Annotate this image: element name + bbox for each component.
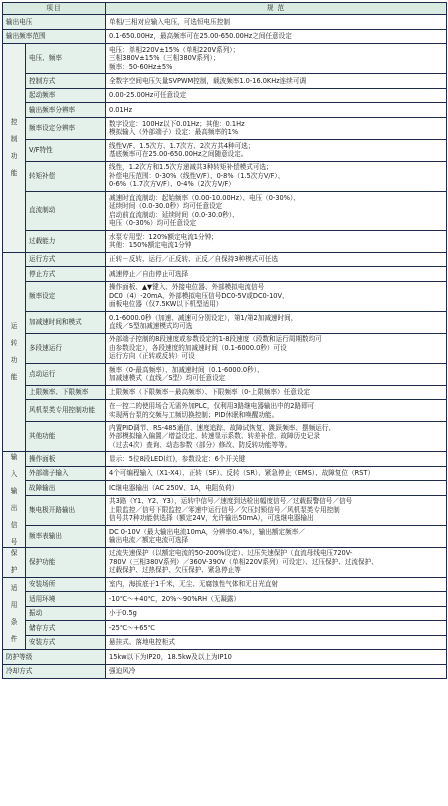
- table-row: [3, 117, 447, 139]
- row-item-label: 适用环境: [26, 592, 106, 607]
- row-item-label: 直流制动: [26, 191, 106, 230]
- group-label-char: 转: [10, 339, 18, 347]
- row-spec-value: [106, 481, 447, 496]
- table-row: [3, 281, 447, 311]
- group-label-gap: [6, 512, 22, 521]
- spec-line: 运行方向（正转或反转）可设: [109, 352, 195, 361]
- spec-line: 外部模拟输入偏置／增益设定、转速显示系数、转差补偿、故障历史记录: [109, 432, 320, 441]
- table-header-row: [3, 3, 447, 15]
- spec-line: 小于0.5g: [109, 609, 137, 617]
- group-label: [3, 452, 26, 548]
- group-label-gap: [6, 626, 22, 635]
- group-label-char: 运: [10, 322, 18, 330]
- spec-line: 线性，1.2次方和1.5次方递减共3种转矩补偿模式可选；: [109, 163, 273, 172]
- row-spec-value: [106, 650, 447, 665]
- row-item-label: 点动运行: [26, 363, 106, 385]
- spec-line: 加减速模式（直线／S型）均可任意设定: [109, 374, 226, 382]
- spec-line: 过流失速保护（以额定电流的50-200%设定）、过压失速保护（直流母线电压720V-: [109, 549, 353, 558]
- spec-line: 电压：单相220V±15%（单相220V系列）；: [109, 45, 240, 54]
- row-item-label: 故障输出: [26, 481, 106, 496]
- spec-line: 0.1-650.00Hz，最高频率可在25.00-650.00Hz之间任意设定: [109, 32, 292, 40]
- spec-line: 基底频率可在25.00-650.00Hz之间随意设定。: [109, 150, 248, 158]
- row-item-label: 储存方式: [26, 621, 106, 636]
- row-spec-value: [106, 333, 447, 363]
- spec-line: 共3路（Y1、Y2、Y3），运转中信号／速度到达检出幅度信号／过载报警信号／信号: [109, 497, 353, 506]
- row-item-label: 上限频率、下限频率: [26, 385, 106, 400]
- spec-line: 强迫风冷: [109, 667, 136, 675]
- row-spec-value: [106, 547, 447, 577]
- group-label: [3, 252, 26, 452]
- group-label-char: 护: [10, 566, 18, 575]
- table-row: [3, 267, 447, 282]
- row-spec-value: [106, 15, 447, 30]
- group-label-char: 输: [10, 452, 18, 461]
- row-item-label: 输出频率范围: [3, 29, 106, 44]
- row-item-label: 转矩补偿: [26, 161, 106, 191]
- row-spec-value: [106, 635, 447, 650]
- table-row: [3, 452, 447, 467]
- spec-line: 频率（0-最高频率）、加减速时间（0.1-6000.0秒）、: [109, 365, 264, 374]
- row-spec-value: [106, 495, 447, 525]
- row-item-label: 频率表输出: [26, 525, 106, 547]
- row-spec-value: [106, 311, 447, 333]
- spec-line: 操作面板、▲▼键入、外接电位器、外部模拟电流信号: [109, 283, 265, 292]
- table-row: [3, 44, 447, 74]
- table-row: [3, 311, 447, 333]
- table-row: [3, 103, 447, 118]
- row-item-label: 起动频率: [26, 88, 106, 103]
- spec-line: 延续时间（0.0-30.0秒）均可任意设定: [109, 202, 223, 210]
- group-label-gap: [6, 348, 22, 357]
- spec-line: 信号共7种功能供选择（额定24V，允许输出50mA），可选继电器输出: [109, 514, 314, 523]
- table-row: [3, 29, 447, 44]
- group-label-gap: [6, 495, 22, 504]
- spec-line: 悬挂式、落地电控柜式: [109, 638, 175, 646]
- group-label-char: 条: [10, 617, 18, 626]
- table-row: [3, 621, 447, 636]
- spec-line: 直线／S型加减速模式均可选: [109, 322, 193, 330]
- row-spec-value: [106, 525, 447, 547]
- row-item-label: 运行方式: [26, 252, 106, 267]
- table-row: [3, 466, 447, 481]
- row-spec-value: [106, 592, 447, 607]
- spec-line: 减速停止／自由停止可选择: [109, 269, 189, 278]
- spec-line: 实现两台泵的交频与工频切换控制；PID休眠和唤醒功能。: [109, 410, 279, 419]
- group-label-char: 用: [10, 600, 18, 609]
- row-item-label: 输出电压: [3, 15, 106, 30]
- group-label-gap: [6, 365, 22, 374]
- group-label-char: 控: [10, 118, 18, 126]
- row-spec-value: [106, 577, 447, 592]
- group-label-char: 件: [10, 634, 18, 643]
- row-item-label: 风机泵类专用控制功能: [26, 400, 106, 422]
- table-row: [3, 161, 447, 191]
- group-label-gap: [6, 461, 22, 470]
- table-row: [3, 592, 447, 607]
- row-spec-value: [106, 621, 447, 636]
- row-item-label: 停止方式: [26, 267, 106, 282]
- table-row: [3, 88, 447, 103]
- group-label-gap: [6, 592, 22, 601]
- table-row: [3, 664, 447, 679]
- table-row: [3, 230, 447, 252]
- table-row: [3, 74, 447, 89]
- spec-line: 补偿电压范围：0-30%（线性V/F）、0-8%（1.5次方V/F）、: [109, 171, 285, 180]
- spec-line: IC继电器输出（AC 250V、1A，电阻负荷）: [109, 483, 239, 492]
- row-item-label: 振动: [26, 606, 106, 621]
- row-item-label: 过载能力: [26, 230, 106, 252]
- row-spec-value: [106, 400, 447, 422]
- spec-line: 启动前直流制动：延续时间（0.0-30.0秒）、: [109, 210, 239, 219]
- table-row: [3, 422, 447, 452]
- spec-line: 电压（0-30%）均可任意设定: [109, 219, 197, 227]
- group-label: [3, 547, 26, 577]
- group-label-char: 能: [10, 373, 18, 381]
- group-label-char: 入: [10, 469, 18, 478]
- spec-line: 0.00-25.00Hz可任意设定: [109, 91, 187, 99]
- row-spec-value: [106, 103, 447, 118]
- row-item-label: 其他功能: [26, 422, 106, 452]
- spec-line: 上限频率（下限频率－最高频率）、下限频率（0-上限频率）任意设定: [109, 388, 311, 396]
- table-row: [3, 650, 447, 665]
- spec-line: （过去4次）查询、动态参数（部分）修改、防反转功能等等。: [109, 440, 292, 449]
- table-row: [3, 606, 447, 621]
- spec-line: 频率：50-60Hz±5%: [109, 62, 173, 71]
- row-item-label: 外部端子输入: [26, 466, 106, 481]
- row-spec-value: [106, 422, 447, 452]
- group-label-gap: [6, 529, 22, 538]
- row-spec-value: [106, 161, 447, 191]
- spec-line: 模拟输入（外部端子）设定：最高频率的1%: [109, 128, 239, 136]
- table-row: [3, 481, 447, 496]
- spec-line: 其他：150%额定电流1分钟: [109, 241, 192, 249]
- table-row: [3, 495, 447, 525]
- row-item-label: 集电极开路输出: [26, 495, 106, 525]
- row-item-label: 多段速运行: [26, 333, 106, 363]
- spec-line: 线性V/F、1.5次方、1.7次方、2次方共4种可选；: [109, 141, 255, 150]
- row-item-label: 控制方式: [26, 74, 106, 89]
- spec-line: 在一控二的使用场合无需外加PLC，仅利用3路继电器输出中的2路即可: [109, 402, 315, 410]
- table-row: [3, 385, 447, 400]
- spec-line: -25℃～+65℃: [109, 623, 156, 632]
- spec-line: 面板电位器（仅7.5KW以下机型适用）: [109, 300, 223, 309]
- row-item-label: 冷却方式: [3, 664, 106, 679]
- row-item-label: 频率设定分辨率: [26, 117, 106, 139]
- spec-line: 4个可编程输入（X1-X4）、正转（SF）、反转（SR）、紧急停止（EMS）、故障复位（RST）: [109, 469, 375, 477]
- row-spec-value: [106, 88, 447, 103]
- group-label-char: 输: [10, 486, 18, 495]
- spec-line: 水泵专用型：120%额定电流1分钟；: [109, 232, 218, 241]
- row-spec-value: [106, 29, 447, 44]
- row-item-label: 加减速时间和模式: [26, 311, 106, 333]
- group-label-gap: [6, 558, 22, 567]
- group-label-char: 功: [10, 356, 18, 364]
- table-row: [3, 635, 447, 650]
- row-spec-value: [106, 44, 447, 74]
- spec-line: 三相380V±15%（三相380V系列）；: [109, 54, 220, 63]
- table-row: [3, 363, 447, 385]
- group-label-char: 功: [10, 152, 18, 160]
- group-label-char: 出: [10, 503, 18, 512]
- row-spec-value: [106, 230, 447, 252]
- header-item: 项目: [3, 3, 106, 15]
- group-label-gap: [6, 478, 22, 487]
- spec-line: 0.1-6000.0秒（加速、减速可分别设定），第1/第2加减速时间，: [109, 313, 298, 322]
- spec-line: 全数字空间电压矢量SVPWM控制，载波频率1.0-16.0KHz连续可调: [109, 76, 307, 85]
- group-label-gap: [6, 161, 22, 170]
- row-spec-value: [106, 139, 447, 161]
- spec-line: 正转－反转、运行／正反转、正反／自保持3种模式可任选: [109, 255, 279, 263]
- table-row: [3, 525, 447, 547]
- group-label-gap: [6, 609, 22, 618]
- table-row: [3, 191, 447, 230]
- spec-line: 室内，海拔底于1千米，无尘、无腐蚀性气体和无日光直射: [109, 580, 279, 588]
- row-spec-value: [106, 267, 447, 282]
- spec-line: DC0（4）-20mA、外部模拟电压信号DC0-5V或DC0-10V、: [109, 291, 289, 300]
- spec-line: 显示：5位8段LED(红)，参数设定：6个开关键: [109, 454, 246, 463]
- spec-line: 减速时直流制动：起始频率（0.00-10.00Hz）、电压（0-30%）、: [109, 193, 300, 202]
- table-row: [3, 15, 447, 30]
- row-item-label: 安装方式: [26, 635, 106, 650]
- row-item-label: 安装场所: [26, 577, 106, 592]
- group-label-char: 适: [10, 583, 18, 592]
- header-spec: 规 范: [106, 3, 447, 15]
- spec-line: 数字设定：100Hz以下0.01Hz；其他：0.1Hz: [109, 119, 245, 128]
- spec-line: 0-6%（1.7次方V/F）、0-4%（2次方V/F）: [109, 180, 235, 189]
- spec-line: 外部端子控制的8段速度或参数设定的1-8段速度（段数和运行周期数均可: [109, 335, 322, 344]
- row-spec-value: [106, 664, 447, 679]
- spec-line: -10℃～+40℃，20%～90%RH（无凝露）: [109, 594, 241, 603]
- group-label-gap: [6, 331, 22, 340]
- row-spec-value: [106, 466, 447, 481]
- row-spec-value: [106, 363, 447, 385]
- table-row: [3, 139, 447, 161]
- group-label-char: 能: [10, 169, 18, 177]
- group-label-gap: [6, 127, 22, 136]
- table-row: [3, 577, 447, 592]
- group-label-char: 保: [10, 549, 18, 558]
- spec-line: 15kw以下为IP20，18.5kw及以上为IP10: [109, 652, 232, 661]
- table-row: [3, 547, 447, 577]
- specification-table-body: [3, 3, 447, 679]
- spec-line: 内置PID调节、RS-485通信、速度追踪、故障试恢复、跳跃频率、摆频运行、: [109, 423, 335, 432]
- row-item-label: 防护等级: [3, 650, 106, 665]
- row-item-label: V/F特性: [26, 139, 106, 161]
- group-label-char: 号: [10, 537, 18, 546]
- table-row: [3, 400, 447, 422]
- spec-line: DC 0-10V（最大输出电流10mA，分辨率0.4%），输出额定频率／: [109, 527, 305, 536]
- row-spec-value: [106, 117, 447, 139]
- group-label-char: 制: [10, 135, 18, 143]
- row-spec-value: [106, 281, 447, 311]
- row-item-label: 输出频率分辨率: [26, 103, 106, 118]
- spec-line: 单相/三相对应输入电压，可选恒电压控制: [109, 17, 230, 26]
- row-spec-value: [106, 252, 447, 267]
- row-item-label: 电压、频率: [26, 44, 106, 74]
- spec-line: 上限监控／信号下限监控／零速中运行信号／欠压封锁信号／风机泵类专用控制: [109, 505, 340, 514]
- row-item-label: 操作面板: [26, 452, 106, 467]
- group-label-gap: [6, 144, 22, 153]
- table-row: [3, 252, 447, 267]
- group-label: [3, 577, 26, 650]
- row-spec-value: [106, 191, 447, 230]
- row-spec-value: [106, 74, 447, 89]
- group-label: [3, 44, 26, 253]
- row-spec-value: [106, 606, 447, 621]
- table-row: [3, 333, 447, 363]
- row-spec-value: [106, 452, 447, 467]
- row-item-label: 频率设定: [26, 281, 106, 311]
- group-label-char: 信: [10, 520, 18, 529]
- spec-line: 0.01Hz: [109, 105, 133, 114]
- row-spec-value: [106, 385, 447, 400]
- specification-table: [2, 2, 447, 679]
- spec-line: 输出电流／额定电流可选择: [109, 536, 189, 544]
- row-item-label: 保护功能: [26, 547, 106, 577]
- spec-line: 由参数设定），各段速度的加减速时间（0.1-6000.0秒）可设: [109, 343, 287, 352]
- spec-line: 780V（三相380V系列）／360V-390V（单相220V系列）可设定）、过压保护、过流保护、: [109, 557, 378, 566]
- spec-line: 过载保护、过热保护、欠压保护、紧急停止等: [109, 566, 241, 575]
